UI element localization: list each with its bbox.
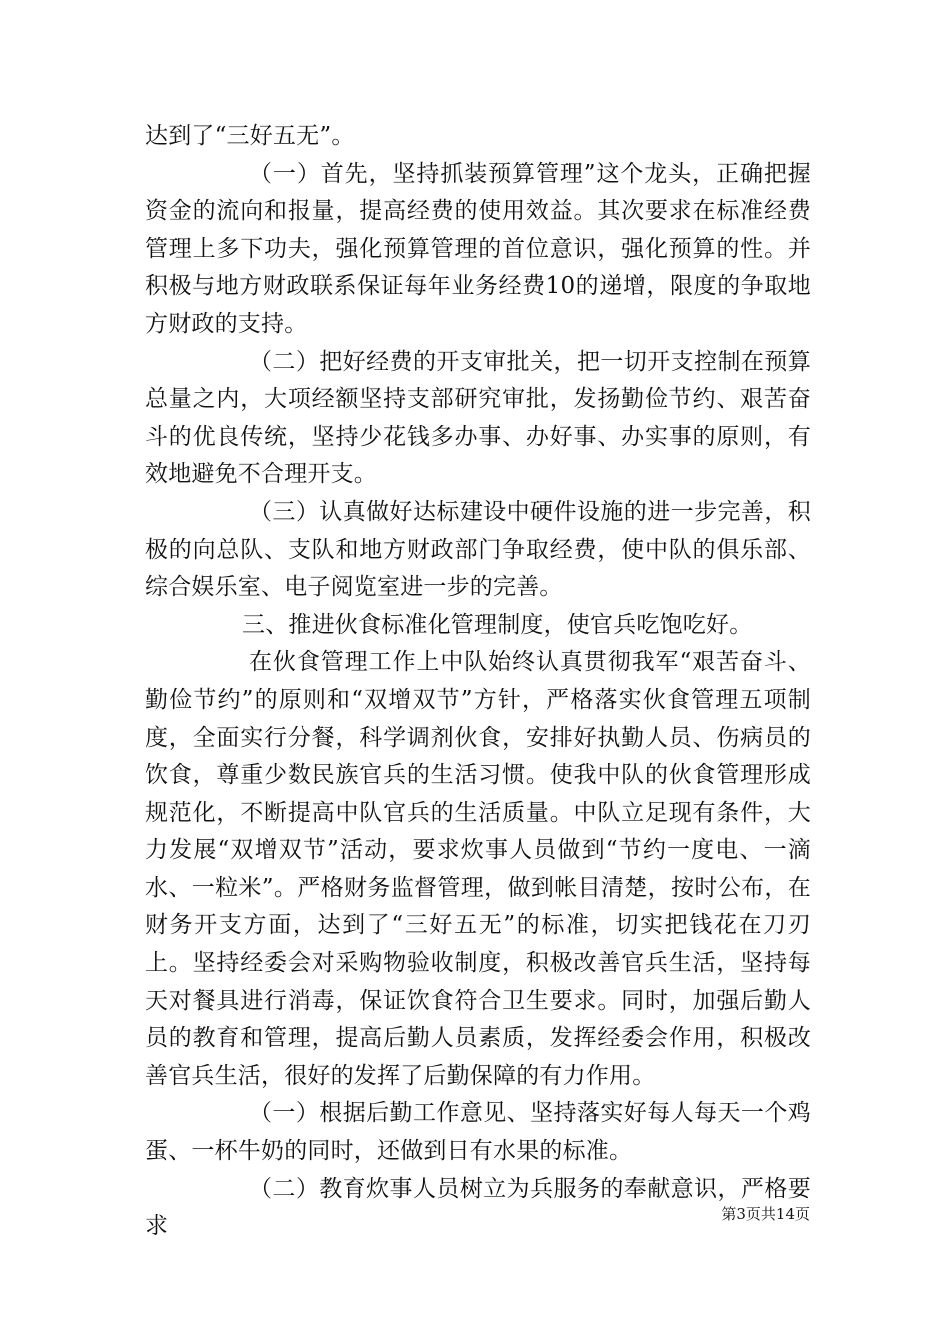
paragraph-daily-nutrition: （一）根据后勤工作意见、坚持落实好每人每天一个鸡蛋、一杯牛奶的同时，还做到日有水果的标准。 <box>145 1100 811 1165</box>
paragraph-cook-education: （二）教育炊事人员树立为兵服务的奉献意识，严格要求 <box>145 1175 811 1240</box>
paragraph-facility-improvement: （三）认真做好达标建设中硬件设施的进一步完善，积极的向总队、支队和地方财政部门争取经费，使中队的俱乐部、综合娱乐室、电子阅览室进一步的完善。 <box>145 498 811 601</box>
paragraph-food-management: 在伙食管理工作上中队始终认真贯彻我军“艰苦奋斗、勤俭节约”的原则和“双增双节”方针，严格落实伙食管理五项制度，全面实行分餐，科学调剂伙食，安排好执勤人员、伤病员的饮食，尊重少数民族官兵的生活习惯。使我中队的伙食管理形成规范化，不断提高中队官兵的生活质量。中队立足现有条件，大力发展“双增双节”活动，要求炊事人员做到“节约一度电、一滴水、一粒米”。严格财务监督管理，做到帐目清楚，按时公布，在财务开支方面，达到了“三好五无”的标准，切实把钱花在刀刃上。坚持经委会对采购物验收制度，积极改善官兵生活，坚持每天对餐具进行消毒，保证饮食符合卫生要求。同时，加强后勤人员的教育和管理，提高后勤人员素质，发挥经委会作用，积极改善官兵生活，很好的发挥了后勤保障的有力作用。 <box>145 649 811 1089</box>
paragraph-budget-management: （一）首先，坚持抓装预算管理”这个龙头，正确把握资金的流向和报量，提高经费的使用效益。其次要求在标准经费管理上多下功夫，强化预算管理的首位意识，强化预算的性。并积极与地方财政联系保证每年业务经费10的递增，限度的争取地方财政的支持。 <box>145 160 811 337</box>
section-heading-food-management: 三、推进伙食标准化管理制度，使官兵吃饱吃好。 <box>242 611 753 638</box>
paragraph-continuation: 达到了“三好五无”。 <box>145 123 355 149</box>
document-body <box>145 118 811 1246</box>
page-number: 第3页共14页 <box>721 1205 810 1223</box>
paragraph-expense-approval: （二）把好经费的开支审批关，把一切开支控制在预算总量之内，大项经额坚持支部研究审批，发扬勤俭节约、艰苦奋斗的优良传统，坚持少花钱多办事、办好事、办实事的原则，有效地避免不合理开支。 <box>145 348 811 488</box>
